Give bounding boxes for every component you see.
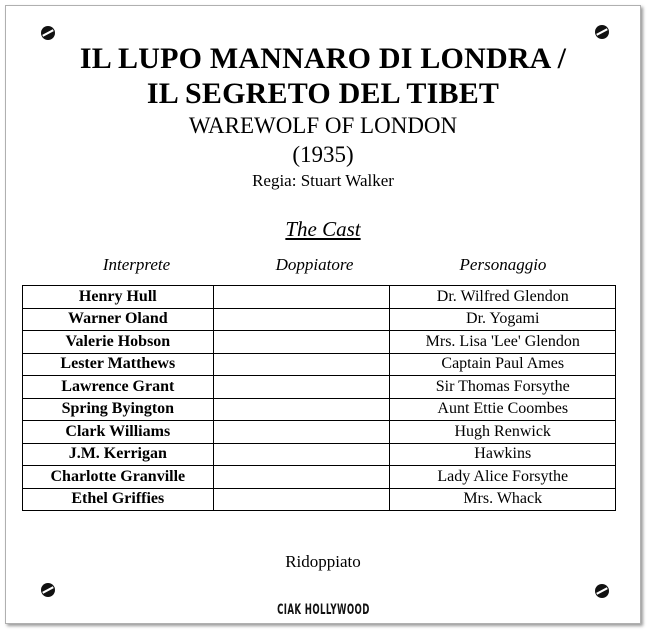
actor-cell: Spring Byington: [23, 398, 214, 421]
actor-cell: Charlotte Granville: [23, 466, 214, 489]
cast-plaque: [5, 5, 641, 624]
table-row: [23, 488, 616, 511]
italian-title-line-1: IL LUPO MANNARO DI LONDRA /: [79, 42, 567, 75]
actor-cell: Warner Oland: [23, 308, 214, 331]
dubber-cell: [213, 331, 390, 354]
table-row: [23, 331, 616, 354]
actor-cell: Lawrence Grant: [23, 376, 214, 399]
logo-text: CIAK HOLLYWOOD: [276, 601, 370, 618]
column-header-character: Personaggio: [459, 255, 547, 274]
dubber-cell: [213, 488, 390, 511]
actor-cell: J.M. Kerrigan: [23, 443, 214, 466]
ciak-hollywood-logo: [6, 603, 640, 616]
character-cell: Captain Paul Ames: [390, 353, 616, 376]
original-title: WAREWOLF OF LONDON: [188, 113, 458, 138]
actor-cell: Valerie Hobson: [23, 331, 214, 354]
director-credit: Regia: Stuart Walker: [252, 171, 394, 190]
dubber-cell: [213, 443, 390, 466]
table-row: [23, 398, 616, 421]
table-row: [23, 353, 616, 376]
dubber-cell: [213, 376, 390, 399]
actor-cell: Lester Matthews: [23, 353, 214, 376]
actor-cell: Clark Williams: [23, 421, 214, 444]
table-row: [23, 286, 616, 309]
release-year: (1935): [292, 142, 354, 167]
column-header-dubber: Doppiatore: [275, 255, 354, 274]
screw-icon: [41, 26, 55, 40]
table-row: [23, 376, 616, 399]
character-cell: Mrs. Lisa 'Lee' Glendon: [390, 331, 616, 354]
table-row: [23, 421, 616, 444]
dubber-cell: [213, 398, 390, 421]
character-cell: Mrs. Whack: [390, 488, 616, 511]
screw-icon: [595, 584, 609, 598]
actor-cell: Ethel Griffies: [23, 488, 214, 511]
dubber-cell: [213, 308, 390, 331]
table-row: [23, 443, 616, 466]
table-row: [23, 308, 616, 331]
character-cell: Aunt Ettie Coombes: [390, 398, 616, 421]
redub-note: Ridoppiato: [285, 552, 361, 571]
dubber-cell: [213, 286, 390, 309]
table-row: [23, 466, 616, 489]
character-cell: Hawkins: [390, 443, 616, 466]
character-cell: Lady Alice Forsythe: [390, 466, 616, 489]
column-header-actor: Interprete: [102, 255, 171, 274]
character-cell: Dr. Wilfred Glendon: [390, 286, 616, 309]
dubber-cell: [213, 353, 390, 376]
character-cell: Dr. Yogami: [390, 308, 616, 331]
screw-icon: [41, 583, 55, 597]
dubber-cell: [213, 421, 390, 444]
italian-title-line-2: IL SEGRETO DEL TIBET: [146, 77, 500, 110]
screw-icon: [595, 25, 609, 39]
character-cell: Hugh Renwick: [390, 421, 616, 444]
cast-heading: The Cast: [285, 217, 361, 241]
actor-cell: Henry Hull: [23, 286, 214, 309]
dubber-cell: [213, 466, 390, 489]
cast-table: [22, 285, 616, 511]
character-cell: Sir Thomas Forsythe: [390, 376, 616, 399]
